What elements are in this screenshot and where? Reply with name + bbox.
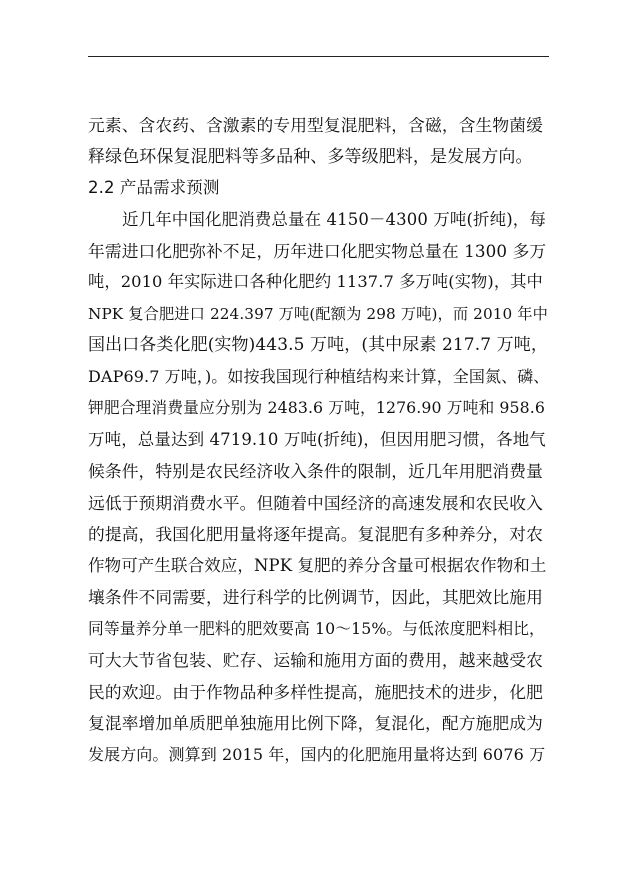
text-line: 候条件，特别是农民经济收入条件的限制，近几年用肥消费量 (88, 461, 543, 481)
text-line: 钾肥合理消费量应分别为 2483.6 万吨，1276.90 万吨和 958.6 (88, 398, 546, 417)
text-line: DAP69.7 万吨，)。如按我国现行种植结构来计算，全国氮、磷、 (88, 367, 550, 386)
text-line: 复混率增加单质肥单独施用比例下降，复混化，配方施肥成为 (88, 713, 543, 733)
text-line: 可大大节省包装、贮存、运输和施用方面的费用，越来越受农 (88, 650, 543, 670)
text-line: 国出口各类化肥(实物)443.5 万吨，(其中尿素 217.7 万吨， (88, 335, 548, 355)
section-heading: 2.2 产品需求预测 (88, 178, 220, 197)
text-line: 吨，2010 年实际进口各种化肥约 1137.7 多万吨(实物)，其中 (88, 272, 543, 291)
text-line: 的提高，我国化肥用量将逐年提高。复混肥有多种养分，对农 (88, 524, 543, 544)
text-line: 近几年中国化肥消费总量在 4150－4300 万吨(折纯)，每 (122, 210, 546, 229)
text-line: 万吨，总量达到 4719.10 万吨(折纯)，但因用肥习惯，各地气 (88, 430, 546, 449)
text-line: 释绿色环保复混肥料等多品种、多等级肥料，是发展方向。 (88, 147, 533, 167)
text-line: 元素、含农药、含激素的专用型复混肥料，含磁，含生物菌缓 (88, 115, 543, 135)
text-line: 同等量养分单一肥料的肥效要高 10～15%。与低浓度肥料相比， (88, 619, 545, 638)
text-line: 壤条件不同需要，进行科学的比例调节，因此，其肥效比施用 (88, 587, 543, 607)
text-line: NPK 复合肥进口 224.397 万吨(配额为 298 万吨)，而 2010 年中 (88, 305, 549, 323)
text-line: 年需进口化肥弥补不足，历年进口化肥实物总量在 1300 多万 (88, 241, 547, 261)
text-line: 远低于预期消费水平。但随着中国经济的高速发展和农民收入 (88, 493, 543, 513)
text-line: 发展方向。测算到 2015 年，国内的化肥施用量将达到 6076 万 (88, 745, 546, 764)
header-rule (88, 56, 549, 57)
text-line: 民的欢迎。由于作物品种多样性提高，施肥技术的进步，化肥 (88, 682, 543, 702)
text-line: 作物可产生联合效应，NPK 复肥的养分含量可根据农作物和土 (88, 556, 547, 575)
